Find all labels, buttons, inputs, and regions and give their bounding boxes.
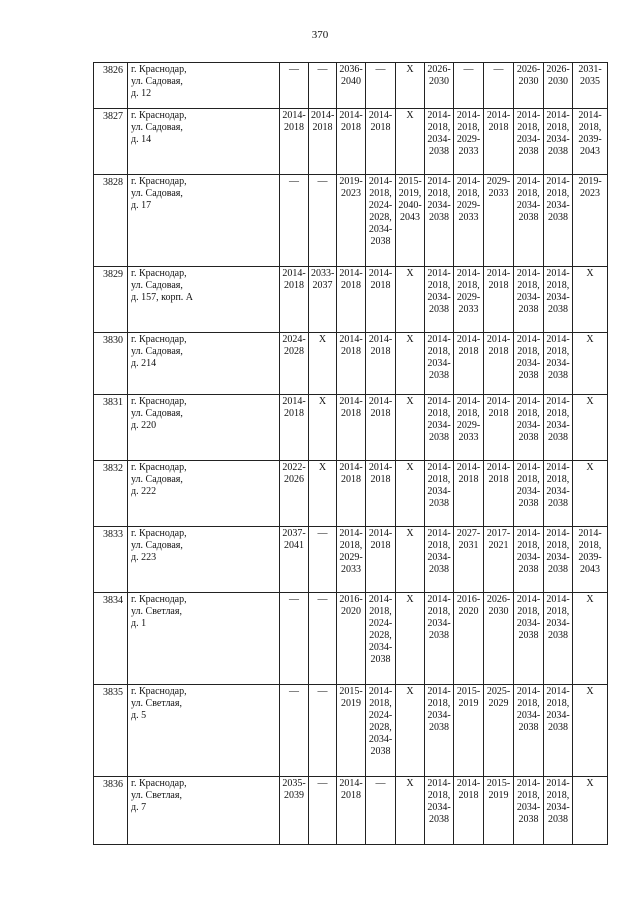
period-text: 2014- 2018, 2034- 2038	[427, 528, 451, 575]
period-text: 2014- 2018, 2024- 2028, 2034- 2038	[368, 686, 393, 757]
period-cell	[544, 527, 573, 593]
period-cell	[454, 267, 484, 333]
period-cell	[309, 109, 337, 175]
period-cell	[366, 593, 396, 685]
period-text: 2014- 2018	[311, 110, 335, 133]
period-cell	[337, 109, 366, 175]
period-cell	[454, 777, 484, 845]
period-cell	[425, 333, 454, 395]
period-cell	[544, 395, 573, 461]
period-text: 2014- 2018	[486, 110, 511, 133]
period-cell	[573, 527, 608, 593]
period-text: 2014- 2018, 2034- 2038	[546, 528, 570, 575]
address-text: г. Краснодар, ул. Светлая, д. 5	[131, 686, 187, 721]
period-cell	[573, 685, 608, 777]
period-text: X	[586, 686, 594, 697]
period-cell	[573, 175, 608, 267]
period-text: 2014- 2018	[486, 462, 511, 485]
period-cell	[337, 593, 366, 685]
period-cell	[396, 395, 425, 461]
period-text: 2014- 2018, 2034- 2038	[516, 778, 541, 825]
period-text: 2017- 2021	[486, 528, 511, 551]
address-text: г. Краснодар, ул. Садовая, д. 220	[131, 396, 187, 431]
period-cell	[396, 593, 425, 685]
period-cell	[425, 175, 454, 267]
period-cell	[425, 593, 454, 685]
address-text: г. Краснодар, ул. Садовая, д. 12	[131, 64, 187, 99]
period-text: 2016- 2020	[456, 594, 481, 617]
address-text: г. Краснодар, ул. Садовая, д. 157, корп. А	[131, 268, 194, 303]
period-cell	[484, 333, 514, 395]
period-text: 2014- 2018	[339, 778, 363, 801]
period-cell	[454, 395, 484, 461]
period-text: 2014- 2018, 2029- 2033	[456, 110, 481, 157]
period-text: 2014- 2018	[368, 528, 393, 551]
period-text: —	[289, 686, 299, 697]
period-cell	[484, 63, 514, 109]
period-cell	[484, 395, 514, 461]
period-text: 2014- 2018, 2034- 2038	[427, 778, 451, 825]
period-cell	[337, 527, 366, 593]
address-text: г. Краснодар, ул. Садовая, д. 223	[131, 528, 187, 563]
period-cell	[514, 175, 544, 267]
period-cell	[544, 175, 573, 267]
row-number: 3835	[94, 685, 128, 777]
period-text: X	[406, 334, 414, 345]
period-cell	[337, 333, 366, 395]
period-cell	[454, 461, 484, 527]
period-text: 2014- 2018, 2034- 2038	[427, 396, 451, 443]
period-cell	[366, 777, 396, 845]
period-cell	[454, 175, 484, 267]
period-text: 2024- 2028	[282, 334, 306, 357]
address-text: г. Краснодар, ул. Светлая, д. 7	[131, 778, 187, 813]
period-cell	[514, 109, 544, 175]
period-text: 2014- 2018, 2034- 2038	[427, 334, 451, 381]
period-text: 2033- 2037	[311, 268, 335, 291]
period-cell	[366, 461, 396, 527]
period-text: 2014- 2018, 2034- 2038	[516, 334, 541, 381]
period-text: 2022- 2026	[282, 462, 306, 485]
period-text: 2014- 2018, 2034- 2038	[516, 594, 541, 641]
period-text: 2014- 2018, 2034- 2038	[427, 686, 451, 733]
period-cell	[514, 333, 544, 395]
period-cell	[514, 395, 544, 461]
address-text: г. Краснодар, ул. Садовая, д. 222	[131, 462, 187, 497]
period-text: 2014- 2018, 2034- 2038	[516, 176, 541, 223]
period-text: 2014- 2018	[456, 334, 481, 357]
period-text: —	[317, 594, 328, 605]
row-number: 3831	[94, 395, 128, 461]
period-cell	[425, 461, 454, 527]
period-text: 2036- 2040	[339, 64, 363, 87]
period-cell	[280, 461, 309, 527]
table-row	[94, 395, 608, 461]
table-row	[94, 175, 608, 267]
period-text: 2031- 2035	[578, 64, 602, 87]
period-text: X	[586, 462, 594, 473]
period-cell	[280, 63, 309, 109]
period-text: —	[375, 778, 386, 789]
period-cell	[573, 333, 608, 395]
period-cell	[484, 109, 514, 175]
table-row	[94, 63, 608, 109]
period-text: 2014- 2018, 2034- 2038	[546, 334, 570, 381]
period-cell	[280, 395, 309, 461]
period-cell	[309, 777, 337, 845]
period-cell	[514, 63, 544, 109]
period-text: 2014- 2018	[368, 396, 393, 419]
period-text: X	[406, 64, 414, 75]
period-text: X	[406, 396, 414, 407]
period-cell	[425, 777, 454, 845]
period-cell	[514, 777, 544, 845]
period-text: 2015- 2019, 2040- 2043	[398, 176, 422, 223]
period-cell	[544, 267, 573, 333]
period-text: 2014- 2018, 2034- 2038	[516, 528, 541, 575]
period-cell	[454, 685, 484, 777]
period-text: 2014- 2018	[282, 268, 306, 291]
period-cell	[544, 461, 573, 527]
period-cell	[573, 461, 608, 527]
period-cell	[309, 395, 337, 461]
period-cell	[396, 63, 425, 109]
period-cell	[309, 333, 337, 395]
period-cell	[337, 267, 366, 333]
period-cell	[484, 685, 514, 777]
period-text: 2035- 2039	[282, 778, 306, 801]
period-text: 2014- 2018, 2034- 2038	[546, 268, 570, 315]
period-cell	[425, 267, 454, 333]
period-text: —	[317, 528, 328, 539]
period-text: 2014- 2018	[339, 268, 363, 291]
period-cell	[396, 777, 425, 845]
period-cell	[366, 685, 396, 777]
period-text: —	[463, 64, 474, 75]
period-cell	[309, 685, 337, 777]
period-text: 2014- 2018, 2034- 2038	[516, 110, 541, 157]
address-cell	[128, 175, 280, 267]
address-cell	[128, 395, 280, 461]
period-text: 2014- 2018, 2034- 2038	[427, 268, 451, 315]
period-cell	[337, 175, 366, 267]
period-text: 2014- 2018, 2024- 2028, 2034- 2038	[368, 594, 393, 665]
period-cell	[309, 461, 337, 527]
period-cell	[337, 395, 366, 461]
period-cell	[454, 593, 484, 685]
period-text: 2019- 2023	[578, 176, 602, 199]
period-cell	[484, 527, 514, 593]
period-text: X	[318, 396, 327, 407]
period-cell	[544, 777, 573, 845]
period-text: 2014- 2018, 2024- 2028, 2034- 2038	[368, 176, 393, 247]
period-text: 2014- 2018	[368, 462, 393, 485]
period-text: —	[317, 64, 328, 75]
period-cell	[396, 175, 425, 267]
period-text: 2026- 2030	[516, 64, 541, 87]
table-row	[94, 109, 608, 175]
period-text: 2014- 2018	[339, 462, 363, 485]
period-text: 2014- 2018	[368, 334, 393, 357]
period-text: —	[289, 594, 299, 605]
period-text: —	[289, 64, 299, 75]
period-text: X	[406, 462, 414, 473]
address-cell	[128, 63, 280, 109]
table-row	[94, 593, 608, 685]
row-number: 3829	[94, 267, 128, 333]
period-text: 2014- 2018, 2034- 2038	[427, 594, 451, 641]
period-text: 2019- 2023	[339, 176, 363, 199]
address-cell	[128, 777, 280, 845]
address-text: г. Краснодар, ул. Садовая, д. 17	[131, 176, 187, 211]
period-text: X	[406, 268, 414, 279]
period-text: 2015- 2019	[456, 686, 481, 709]
period-text: 2014- 2018, 2039- 2043	[578, 110, 602, 157]
address-text: г. Краснодар, ул. Садовая, д. 14	[131, 110, 187, 145]
address-cell	[128, 109, 280, 175]
period-text: —	[289, 176, 299, 187]
period-text: 2014- 2018, 2029- 2033	[456, 396, 481, 443]
period-text: 2014- 2018	[339, 396, 363, 419]
period-text: 2015- 2019	[486, 778, 511, 801]
period-cell	[425, 63, 454, 109]
period-text: 2014- 2018	[486, 396, 511, 419]
period-cell	[484, 593, 514, 685]
period-text: 2015- 2019	[339, 686, 363, 709]
period-cell	[280, 777, 309, 845]
row-number: 3826	[94, 63, 128, 109]
repair-schedule-table	[93, 62, 608, 845]
period-cell	[573, 593, 608, 685]
period-cell	[337, 685, 366, 777]
period-cell	[425, 395, 454, 461]
period-text: X	[318, 462, 327, 473]
period-cell	[280, 267, 309, 333]
period-text: —	[375, 64, 386, 75]
address-cell	[128, 593, 280, 685]
period-cell	[514, 593, 544, 685]
period-cell	[573, 777, 608, 845]
period-cell	[280, 175, 309, 267]
period-text: X	[318, 334, 327, 345]
period-cell	[309, 527, 337, 593]
period-text: 2014- 2018, 2034- 2038	[427, 462, 451, 509]
period-text: 2014- 2018, 2029- 2033	[456, 176, 481, 223]
period-cell	[280, 685, 309, 777]
period-cell	[337, 63, 366, 109]
table-row	[94, 527, 608, 593]
period-cell	[454, 333, 484, 395]
period-text: 2029- 2033	[486, 176, 511, 199]
period-cell	[396, 333, 425, 395]
table-row	[94, 777, 608, 845]
period-cell	[514, 685, 544, 777]
period-cell	[396, 685, 425, 777]
period-text: X	[586, 594, 594, 605]
period-cell	[573, 63, 608, 109]
period-cell	[280, 593, 309, 685]
period-cell	[366, 267, 396, 333]
period-cell	[544, 685, 573, 777]
address-cell	[128, 685, 280, 777]
period-text: 2014- 2018	[339, 110, 363, 133]
period-text: 2014- 2018, 2034- 2038	[546, 396, 570, 443]
period-text: 2014- 2018	[368, 110, 393, 133]
period-text: 2014- 2018, 2029- 2033	[456, 268, 481, 315]
period-text: 2014- 2018, 2034- 2038	[546, 110, 570, 157]
period-text: 2037- 2041	[282, 528, 306, 551]
period-text: X	[586, 334, 594, 345]
row-number: 3828	[94, 175, 128, 267]
address-cell	[128, 333, 280, 395]
period-text: X	[406, 778, 414, 789]
period-text: X	[586, 778, 594, 789]
period-text: X	[406, 110, 414, 121]
period-text: 2014- 2018, 2034- 2038	[546, 778, 570, 825]
period-cell	[425, 527, 454, 593]
address-cell	[128, 267, 280, 333]
period-text: 2014- 2018	[456, 778, 481, 801]
period-cell	[280, 527, 309, 593]
period-cell	[366, 333, 396, 395]
period-text: 2014- 2018, 2034- 2038	[546, 176, 570, 223]
period-cell	[366, 395, 396, 461]
period-cell	[366, 527, 396, 593]
period-text: 2014- 2018	[486, 268, 511, 291]
table-row	[94, 333, 608, 395]
period-text: —	[317, 176, 328, 187]
period-text: 2014- 2018, 2034- 2038	[516, 268, 541, 315]
period-text: 2014- 2018	[368, 268, 393, 291]
period-cell	[396, 109, 425, 175]
period-text: 2014- 2018	[456, 462, 481, 485]
row-number: 3827	[94, 109, 128, 175]
period-text: X	[586, 396, 594, 407]
period-cell	[309, 593, 337, 685]
table-row	[94, 461, 608, 527]
period-text: 2026- 2030	[546, 64, 570, 87]
period-text: 2026- 2030	[427, 64, 451, 87]
period-text: 2027- 2031	[456, 528, 481, 551]
row-number: 3832	[94, 461, 128, 527]
period-text: X	[406, 686, 414, 697]
period-text: 2014- 2018	[339, 334, 363, 357]
period-text: 2014- 2018, 2034- 2038	[516, 462, 541, 509]
address-cell	[128, 461, 280, 527]
period-text: 2014- 2018, 2034- 2038	[427, 110, 451, 157]
period-cell	[280, 109, 309, 175]
period-text: —	[493, 64, 504, 75]
period-cell	[366, 175, 396, 267]
period-text: 2014- 2018	[282, 396, 306, 419]
period-text: 2014- 2018	[282, 110, 306, 133]
period-cell	[337, 461, 366, 527]
period-text: 2014- 2018, 2029- 2033	[339, 528, 363, 575]
address-text: г. Краснодар, ул. Садовая, д. 214	[131, 334, 187, 369]
period-cell	[544, 593, 573, 685]
table-row	[94, 267, 608, 333]
period-text: 2025- 2029	[486, 686, 511, 709]
period-cell	[396, 461, 425, 527]
period-text: X	[406, 594, 414, 605]
period-cell	[514, 527, 544, 593]
period-cell	[544, 109, 573, 175]
period-cell	[337, 777, 366, 845]
period-cell	[484, 175, 514, 267]
period-cell	[484, 461, 514, 527]
period-cell	[309, 63, 337, 109]
period-text: 2014- 2018	[486, 334, 511, 357]
period-cell	[484, 267, 514, 333]
period-cell	[454, 63, 484, 109]
period-text: —	[317, 686, 328, 697]
period-cell	[425, 685, 454, 777]
period-cell	[425, 109, 454, 175]
row-number: 3830	[94, 333, 128, 395]
period-text: —	[317, 778, 328, 789]
page-number: 370	[311, 29, 329, 41]
period-cell	[514, 267, 544, 333]
period-text: 2014- 2018, 2034- 2038	[427, 176, 451, 223]
row-number: 3834	[94, 593, 128, 685]
address-text: г. Краснодар, ул. Светлая, д. 1	[131, 594, 187, 629]
period-cell	[396, 527, 425, 593]
period-text: 2014- 2018, 2034- 2038	[546, 594, 570, 641]
period-cell	[366, 109, 396, 175]
period-cell	[280, 333, 309, 395]
period-text: 2014- 2018, 2034- 2038	[546, 462, 570, 509]
period-text: X	[586, 268, 594, 279]
period-cell	[454, 527, 484, 593]
period-text: 2026- 2030	[486, 594, 511, 617]
table-row	[94, 685, 608, 777]
period-cell	[573, 395, 608, 461]
period-cell	[484, 777, 514, 845]
period-text: 2014- 2018, 2034- 2038	[546, 686, 570, 733]
row-number: 3836	[94, 777, 128, 845]
address-cell	[128, 527, 280, 593]
period-cell	[544, 333, 573, 395]
period-text: X	[406, 528, 414, 539]
period-cell	[396, 267, 425, 333]
period-cell	[544, 63, 573, 109]
period-cell	[309, 175, 337, 267]
period-cell	[309, 267, 337, 333]
period-cell	[454, 109, 484, 175]
period-text: 2016- 2020	[339, 594, 363, 617]
row-number: 3833	[94, 527, 128, 593]
period-text: 2014- 2018, 2039- 2043	[578, 528, 602, 575]
period-text: 2014- 2018, 2034- 2038	[516, 686, 541, 733]
period-text: 2014- 2018, 2034- 2038	[516, 396, 541, 443]
period-cell	[573, 109, 608, 175]
period-cell	[573, 267, 608, 333]
period-cell	[514, 461, 544, 527]
period-cell	[366, 63, 396, 109]
